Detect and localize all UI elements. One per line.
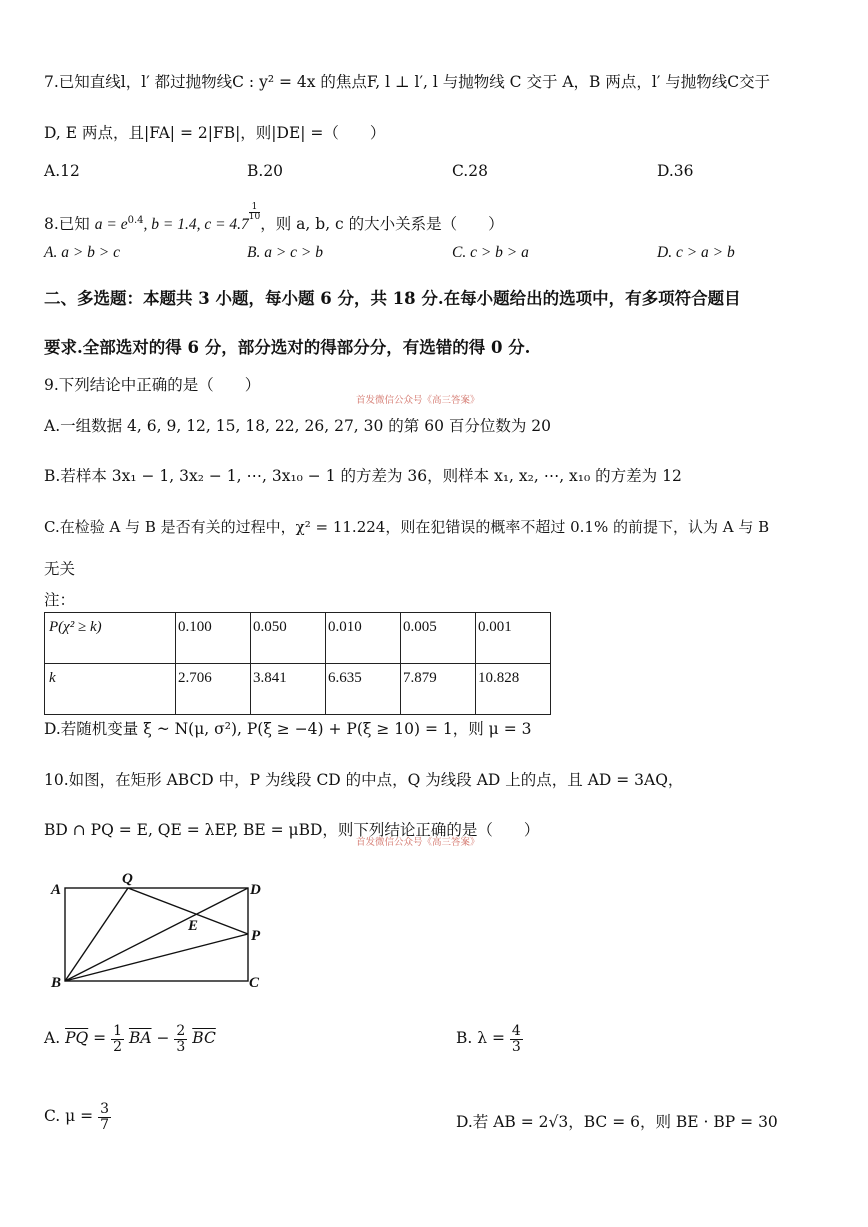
rectangle-figure (40, 862, 280, 997)
q10-option-b-prefix: B. λ = (456, 1029, 505, 1048)
watermark-1: 首发微信公众号《高三答案》 (356, 395, 480, 406)
label-q: Q (122, 871, 133, 887)
q8-option-c: C. c > b > a (452, 244, 529, 261)
q10-stem-line1: 10.如图，在矩形 ABCD 中，P 为线段 CD 的中点，Q 为线段 AD 上的点，且 AD = 3AQ， (44, 771, 684, 789)
q9-option-c-line1: C.在检验 A 与 B 是否有关的过程中，χ² = 11.224，则在犯错误的概率不超过 0.1% 的前提下，认为 A 与 B (44, 518, 770, 536)
table-cell: 7.879 (401, 664, 476, 715)
q9-note-label: 注： (44, 591, 76, 609)
q10-option-a (44, 1024, 216, 1054)
segment-bd (65, 888, 248, 981)
q10-option-c-den: 7 (100, 1116, 110, 1133)
table-row-head: k (45, 664, 176, 715)
section2-heading-line2: 要求.全部选对的得 6 分，部分选对的得部分分，有选错的得 0 分. (44, 338, 531, 357)
table-cell: 0.005 (401, 613, 476, 664)
q9-option-c-line2: 无关 (44, 560, 76, 578)
label-p: P (251, 928, 261, 944)
table-cell: 2.706 (176, 664, 251, 715)
q10-option-b (456, 1024, 523, 1054)
q10-option-a-vec1: BA (128, 1029, 152, 1048)
q10-option-a-frac2-den: 3 (176, 1038, 186, 1055)
table-cell: 3.841 (251, 664, 326, 715)
watermark-2: 首发微信公众号《高三答案》 (356, 837, 480, 848)
q10-option-a-vec2: BC (192, 1029, 216, 1048)
q8-stem-prefix: 8.已知 (44, 215, 90, 233)
q8-stem-c-exp-den: 10 (248, 212, 261, 222)
q10-option-a-frac2-num: 2 (176, 1023, 186, 1039)
q10-option-a-frac1-den: 2 (113, 1038, 122, 1055)
q8-stem-c-exp (249, 203, 260, 222)
table-row (45, 613, 551, 664)
table-cell: 0.100 (176, 613, 251, 664)
label-d: D (250, 882, 261, 898)
q7-option-d: D.36 (657, 162, 694, 180)
q10-option-c-frac (98, 1102, 111, 1132)
q8-option-a: A. a > b > c (44, 244, 121, 261)
q10-option-b-frac (510, 1024, 523, 1054)
q10-option-a-frac1 (111, 1024, 124, 1054)
q10-option-c (44, 1102, 111, 1132)
q10-option-b-num: 4 (511, 1023, 521, 1039)
q10-option-c-prefix: C. μ = (44, 1107, 94, 1126)
q7-option-b: B.20 (247, 162, 284, 180)
table-cell: 0.001 (476, 613, 551, 664)
label-c: C (249, 975, 260, 991)
q10-option-d: D.若 AB = 2√3，BC = 6，则 BE · BP = 30 (456, 1113, 778, 1131)
q9-stem: 9.下列结论中正确的是（ ） (44, 376, 261, 394)
table-cell: 10.828 (476, 664, 551, 715)
q9-option-a: A.一组数据 4, 6, 9, 12, 15, 18, 22, 26, 27, 30 的第 60 百分位数为 20 (44, 417, 552, 435)
q8-stem-suffix: ，则 a, b, c 的大小关系是（ ） (260, 215, 504, 233)
table-row-head: P(χ² ≥ k) (45, 613, 176, 664)
q10-option-a-minus: − (156, 1029, 170, 1048)
q8-stem-a-exp: 0.4 (127, 214, 144, 226)
q7-stem-line1: 7.已知直线l，l′ 都过抛物线C : y² = 4x 的焦点F, l ⊥ l′, l 与抛物线 C 交于 A，B 两点，l′ 与抛物线C交于 (44, 73, 771, 91)
q10-option-a-frac2 (174, 1024, 187, 1054)
q8-option-b: B. a > c > b (247, 244, 324, 261)
q9-option-d: D.若随机变量 ξ ~ N(μ, σ²), P(ξ ≥ −4) + P(ξ ≥ 10) = 1，则 μ = 3 (44, 720, 532, 738)
q7-stem-line2: D, E 两点，且|FA| = 2|FB|，则|DE| =（ ） (44, 124, 386, 142)
table-cell: 6.635 (326, 664, 401, 715)
q9-option-b: B.若样本 3x₁ − 1, 3x₂ − 1, ⋯, 3x₁₀ − 1 的方差为 36，则样本 x₁, x₂, ⋯, x₁₀ 的方差为 12 (44, 467, 682, 485)
q10-option-a-frac1-num: 1 (113, 1023, 122, 1039)
chi-square-table (44, 612, 551, 715)
q8-stem-a: a = e (94, 216, 128, 233)
label-e: E (188, 918, 199, 934)
label-a: A (51, 882, 62, 898)
q8-option-d: D. c > a > b (657, 244, 735, 261)
table-cell: 0.010 (326, 613, 401, 664)
table-cell: 0.050 (251, 613, 326, 664)
q10-stem-line2: BD ∩ PQ = E, QE = λEP, BE = μBD，则下列结论正确的是（ ） (44, 821, 540, 839)
q8-stem-c-exp-num: 1 (249, 203, 260, 213)
q8-stem (44, 203, 840, 234)
table-row (45, 664, 551, 715)
q7-option-a: A.12 (44, 162, 80, 180)
q10-option-a-eq: = (93, 1029, 107, 1048)
q10-option-a-lhs: PQ (65, 1029, 89, 1048)
q10-option-b-den: 3 (511, 1038, 521, 1055)
q8-stem-b: , b = 1.4, c = 4.7 (143, 216, 249, 233)
q10-option-c-num: 3 (100, 1101, 110, 1117)
q10-option-a-prefix: A. (44, 1029, 61, 1048)
label-b: B (51, 975, 62, 991)
q7-option-c: C.28 (452, 162, 488, 180)
section2-heading-line1: 二、多选题：本题共 3 小题，每小题 6 分，共 18 分.在每小题给出的选项中，有多项符合题目 (44, 289, 741, 308)
